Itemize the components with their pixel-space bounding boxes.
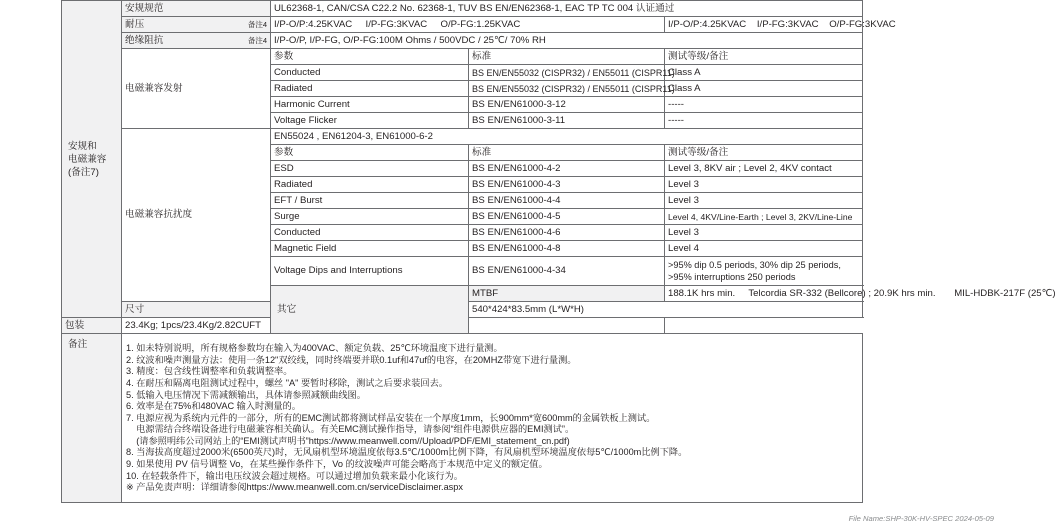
dimension-label: 尺寸 xyxy=(122,302,271,318)
safety-standards-value: UL62368-1, CAN/CSA C22.2 No. 62368-1, TUV BS EN/EN62368-1, EAC TP TC 004 认证通过 xyxy=(271,1,863,17)
emission-level: Class A xyxy=(665,65,863,81)
immunity-param: Magnetic Field xyxy=(271,241,469,257)
wv-io: I/P-O/P:4.25KVAC xyxy=(274,18,353,30)
emission-param: Harmonic Current xyxy=(271,97,469,113)
emission-header-standard: 标准 xyxy=(469,49,665,65)
emission-standard: BS EN/EN61000-3-12 xyxy=(469,97,665,113)
emission-standard: BS EN/EN55032 (CISPR32) / EN55011 (CISPR11) xyxy=(469,81,665,97)
spec-sheet xyxy=(61,0,1056,503)
withstand-voltage-cell xyxy=(122,17,271,33)
immunity-level: Level 3, 8KV air ; Level 2, 4KV contact xyxy=(665,161,863,177)
immunity-param: Surge xyxy=(271,209,469,225)
mtbf-v3: MIL-HDBK-217F (25℃) xyxy=(954,287,1056,299)
note-item: (请参照明纬公司网站上的“EMI测试声明书”https://www.meanwell.com//Upload/PDF/EMI_statement_cn.pdf) xyxy=(126,435,570,446)
notes-cell xyxy=(122,334,863,503)
immunity-level: Level 4 xyxy=(665,241,863,257)
emission-header-param: 参数 xyxy=(271,49,469,65)
isolation-resistance-cell xyxy=(122,33,271,49)
isolation-resistance-value: I/P-O/P, I/P-FG, O/P-FG:100M Ohms / 500VDC / 25℃/ 70% RH xyxy=(271,33,863,49)
emission-param: Radiated xyxy=(271,81,469,97)
mtbf-v1: 188.1K hrs min. xyxy=(668,287,736,299)
emission-param: Voltage Flicker xyxy=(271,113,469,129)
immunity-level: Level 3 xyxy=(665,193,863,209)
note-item: 电源需结合终端设备进行电磁兼容相关确认。有关EMC测试操作指导，请参阅“组件电源供应器的EMI测试”。 xyxy=(126,424,575,435)
spec-table xyxy=(61,0,1056,503)
note-item: 1. 如未特别说明，所有规格参数均在输入为400VAC、额定负载、25℃环境温度下进行量测。 xyxy=(126,343,503,354)
notes-label: 备注 xyxy=(68,339,88,350)
emission-standard: BS EN/EN61000-3-11 xyxy=(469,113,665,129)
note-item: 10. 在轻载条件下，输出电压纹波会超过规格。可以通过增加负载来最小化该行为。 xyxy=(126,470,463,481)
wv-ofg: O/P-FG:1.25KVAC xyxy=(440,18,521,30)
wv-ofg-2: O/P-FG:3KVAC xyxy=(829,18,896,30)
isolation-resistance-label: 绝缘阻抗 xyxy=(125,34,164,46)
immunity-standard: BS EN/EN61000-4-4 xyxy=(469,193,665,209)
note-item: 6. 效率是在75%和480VAC 输入时测量的。 xyxy=(126,401,301,412)
immunity-standard: BS EN/EN61000-4-5 xyxy=(469,209,665,225)
emission-level: Class A xyxy=(665,81,863,97)
note-item: 4. 在耐压和隔离电阻测试过程中，螺丝 "A" 要暂时移除，测试之后要求装回去。 xyxy=(126,377,448,388)
mtbf-v2: Telcordia SR-332 (Bellcore) ; 20.9K hrs min. xyxy=(748,287,936,299)
immunity-param: Radiated xyxy=(271,177,469,193)
withstand-voltage-note: 备注4 xyxy=(247,19,267,29)
immunity-standard: BS EN/EN61000-4-8 xyxy=(469,241,665,257)
dips-line-2: >95% interruptions 250 periods xyxy=(668,272,796,282)
immunity-level: Level 3 xyxy=(665,177,863,193)
immunity-header-param: 参数 xyxy=(271,145,469,161)
immunity-standard: BS EN/EN61000-4-34 xyxy=(469,257,665,286)
immunity-standard: BS EN/EN61000-4-6 xyxy=(469,225,665,241)
wv-io-2: I/P-O/P:4.25KVAC xyxy=(668,18,747,30)
safety-emc-label: 安规和 电磁兼容 (备注7) xyxy=(68,140,107,178)
note-item: ※ 产品免责声明：详细请参阅https://www.meanwell.com.cn/serviceDisclaimer.aspx xyxy=(126,482,463,493)
withstand-voltage-values-b xyxy=(665,17,896,33)
dimension-value: 540*424*83.5mm (L*W*H) xyxy=(469,302,863,318)
emission-level: ----- xyxy=(665,97,863,113)
emission-header-level: 测试等级/备注 xyxy=(665,49,863,65)
others-label: 其它 xyxy=(277,303,297,315)
notes-category xyxy=(62,334,122,503)
immunity-level: Level 4, 4KV/Line-Earth ; Level 3, 2KV/Line-Line xyxy=(665,209,863,225)
note-item: 2. 纹波和噪声测量方法：使用一条12"双绞线，同时终端要并联0.1uf和47uf的电容，在20MHZ带宽下进行量测。 xyxy=(126,354,577,365)
safety-emc-category xyxy=(62,1,122,318)
packing-value: 23.4Kg; 1pcs/23.4Kg/2.82CUFT xyxy=(122,318,665,334)
packing-label: 包装 xyxy=(62,318,122,334)
immunity-standard: BS EN/EN61000-4-3 xyxy=(469,177,665,193)
wv-ifg-2: I/P-FG:3KVAC xyxy=(756,18,819,30)
mtbf-label: MTBF xyxy=(469,286,665,302)
immunity-header-level: 测试等级/备注 xyxy=(665,145,863,161)
note-item: 9. 如果使用 PV 信号调整 Vo，在某些操作条件下，Vo 的纹波噪声可能会略高于本规范中定义的额定值。 xyxy=(126,459,548,470)
withstand-voltage-values-a xyxy=(271,17,665,33)
isolation-resistance-note: 备注4 xyxy=(247,35,267,45)
mtbf-values xyxy=(665,286,1056,302)
immunity-header-standard: 标准 xyxy=(469,145,665,161)
immunity-param: Voltage Dips and Interruptions xyxy=(271,257,469,286)
dips-line-1: >95% dip 0.5 periods, 30% dip 25 periods, xyxy=(668,260,841,270)
notes-list xyxy=(122,340,862,496)
note-item: 3. 精度：包含线性调整率和负载调整率。 xyxy=(126,366,293,377)
emission-param: Conducted xyxy=(271,65,469,81)
file-name-footer: File Name:SHP-30K-HV-SPEC 2024-05-09 xyxy=(848,514,994,523)
safety-standards-label: 安规规范 xyxy=(122,1,271,17)
note-item: 8. 当海拔高度超过2000米(6500英尺)时，无风扇机型环境温度依每3.5℃/1000m比例下降，有风扇机型环境温度依每5℃/1000m比例下降。 xyxy=(126,447,688,458)
emc-emission-label: 电磁兼容发射 xyxy=(122,49,271,129)
emc-immunity-label: 电磁兼容抗扰度 xyxy=(122,129,271,302)
wv-ifg: I/P-FG:3KVAC xyxy=(365,18,428,30)
withstand-voltage-label: 耐压 xyxy=(125,18,145,30)
immunity-param: Conducted xyxy=(271,225,469,241)
immunity-standards: EN55024 , EN61204-3, EN61000-6-2 xyxy=(271,129,863,145)
emission-level: ----- xyxy=(665,113,863,129)
emission-standard: BS EN/EN55032 (CISPR32) / EN55011 (CISPR11) xyxy=(469,65,665,81)
immunity-standard: BS EN/EN61000-4-2 xyxy=(469,161,665,177)
immunity-param: ESD xyxy=(271,161,469,177)
immunity-level: Level 3 xyxy=(665,225,863,241)
note-item: 5. 低输入电压情况下需减额输出，具体请参照减额曲线图。 xyxy=(126,389,366,400)
immunity-level-multiline xyxy=(665,257,863,286)
immunity-param: EFT / Burst xyxy=(271,193,469,209)
note-item: 7. 电源应视为系统内元件的一部分，所有的EMC测试都将测试样品安装在一个厚度1mm，长900mm*宽600mm的金属铁板上测试。 xyxy=(126,412,656,423)
